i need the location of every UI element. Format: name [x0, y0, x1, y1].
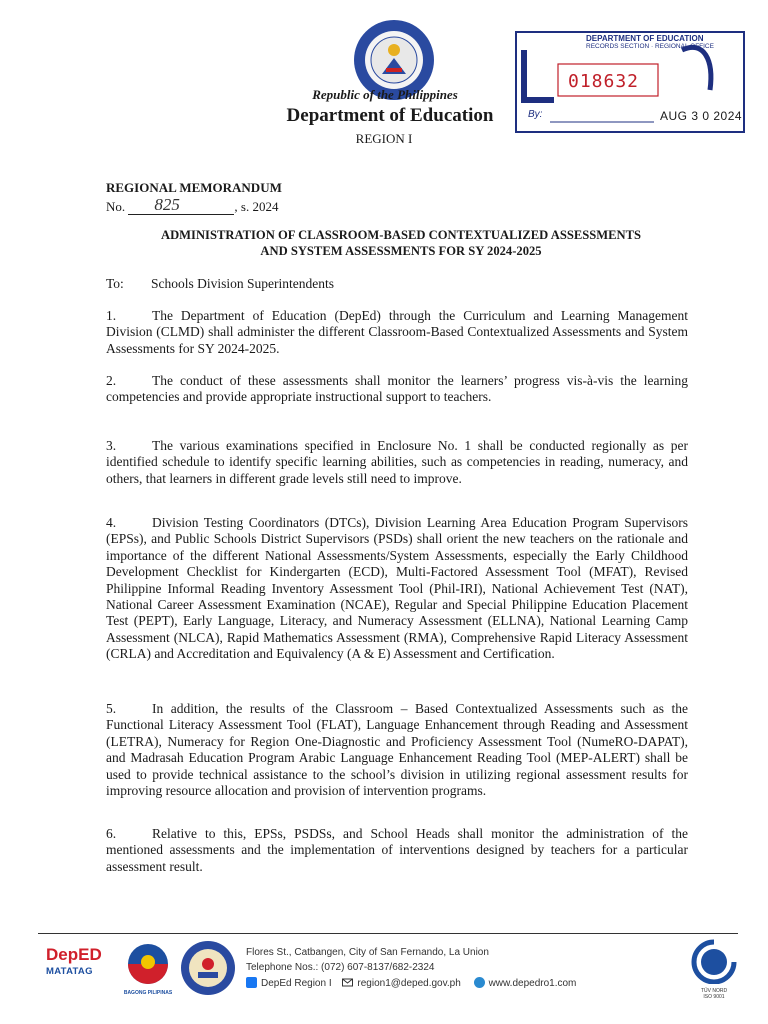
paragraph-1: [106, 308, 688, 357]
tuv-iso-icon: [686, 938, 742, 984]
stamp-number: 018632: [568, 71, 640, 92]
deped-logo-text: DepED: [46, 945, 102, 964]
paragraph-2: [106, 373, 688, 406]
paragraph-number: 4.: [106, 515, 117, 530]
footer-contacts: [246, 977, 576, 989]
paragraph-text: Relative to this, EPSs, PSDSs, and School Heads shall monitor the administration of the mentioned assessments and the implementation of interventions designed by teachers for a particular assessment result.: [106, 826, 688, 874]
memo-title: REGIONAL MEMORANDUM: [106, 180, 282, 195]
paragraph-5: [106, 701, 688, 799]
region-heading: REGION I: [355, 131, 413, 146]
deped-matatag-logo: [46, 944, 110, 992]
paragraph-number: 2.: [106, 373, 117, 388]
memo-subject: [96, 227, 706, 259]
paragraph-6: [106, 826, 688, 875]
paragraph-text: Division Testing Coordinators (DTCs), Division Learning Area Education Program Supervisors (EPSs), and Public Schools District Supervisors (PSDs) shall orient the new teachers on the rationale and importance of the different National Assessments/System Assessments, especially the Early Childhood Development Checklist for Kindergarten (ECD), Multi-Factored Assessment Tool (MFAT), Revised Philippine Informal Reading Inventory Assessment Tool (Phil-IRI), National Achievement Test (NAT), National Career Assessment Examination (NCAE), Regular and Special Philippine Education Placement Test (PEPT), Early Language, Literacy, and Numeracy Assessment (ELLNA), National Learning Camp Assessment (NLCA), Rapid Mathematics Assessment (RMA), Comprehensive Rapid Literacy Assessment (CRLA) and Accreditation and Equivalency (A & E) Assessment and Certification.: [106, 515, 688, 662]
footer-divider: [38, 933, 738, 934]
bagong-pilipinas-logo: [120, 942, 176, 1004]
bagong-text: BAGONG PILIPINAS: [123, 990, 173, 996]
iso-certification-badge: [686, 938, 742, 1000]
region-seal-icon: [180, 940, 236, 996]
paragraph-text: The conduct of these assessments shall monitor the learners’ progress vis-à-vis the learning competencies and provide appropriate instructional support to teachers.: [106, 373, 688, 405]
paragraph-4: [106, 515, 688, 663]
memo-no-handwritten: 825: [154, 195, 180, 214]
stamp-line-1: DEPARTMENT OF EDUCATION: [586, 34, 704, 43]
footer-address: Flores St., Catbangen, City of San Fernando, La Union: [246, 947, 489, 958]
iso-text: ISO 9001: [703, 994, 725, 1000]
paragraph-number: 1.: [106, 308, 117, 323]
paragraph-text: In addition, the results of the Classroom – Based Contextualized Assessments such as the Functional Literacy Assessment Tool (FLAT), Language Enhancement through Reading and Assessment (LETRA), Numeracy for Region One-Diagnostic and Proficiency Assessment Tool (NumeRO-DAPAT), and Madrasah Education Program Arabic Language Enhancement Reading Tool (MEP-ALERT) shall be used to provide technical assistance to the school’s division in utilizing regional assessment results for improving resource allocation and provision of intervention programs.: [106, 701, 688, 799]
paragraph-text: The various examinations specified in Enclosure No. 1 shall be conducted regionally as per identified schedule to identify specific learning abilities, such as competencies in reading, numeracy, and others, that learners in different grade levels still need to improve.: [106, 438, 688, 486]
paragraph-number: 6.: [106, 826, 117, 841]
memo-no-label: No.: [106, 199, 126, 214]
paragraph-number: 5.: [106, 701, 117, 716]
paragraph-number: 3.: [106, 438, 117, 453]
memo-no-blank: [128, 195, 234, 215]
republic-heading: Republic of the Philippines: [312, 87, 458, 102]
globe-icon: [474, 977, 485, 988]
facebook-icon: [246, 977, 257, 988]
tuv-text: TÜV NORD: [700, 988, 728, 994]
stamp-by: By:: [528, 109, 543, 120]
paragraph-3: [106, 438, 688, 487]
to-label: To:: [106, 276, 124, 291]
paragraph-text: The Department of Education (DepEd) through the Curriculum and Learning Management Division (CLMD) shall administer the different Classroom-Based Contextualized Assessments and System Assessments for SY 2024-2025.: [106, 308, 688, 356]
email-icon: [342, 977, 353, 988]
subject-line-1: ADMINISTRATION OF CLASSROOM-BASED CONTEXTUALIZED ASSESSMENTS: [160, 228, 642, 242]
receiving-stamp: [514, 30, 746, 134]
footer-telephone: Telephone Nos.: (072) 607-8137/682-2324: [246, 962, 435, 973]
subject-line-2: AND SYSTEM ASSESSMENTS FOR SY 2024-2025: [260, 244, 542, 258]
to-value: Schools Division Superintendents: [151, 276, 334, 291]
bagong-pilipinas-icon: [120, 942, 176, 986]
stamp-date: AUG 3 0 2024: [660, 109, 743, 123]
memo-series: , s. 2024: [234, 199, 279, 214]
footer-email[interactable]: region1@deped.gov.ph: [357, 978, 461, 989]
footer-facebook[interactable]: DepEd Region I: [261, 978, 332, 989]
memo-number: [106, 195, 279, 215]
matatag-text: MATATAG: [46, 966, 93, 977]
stamp-line-2: RECORDS SECTION · REGIONAL OFFICE: [586, 43, 714, 50]
footer-website[interactable]: www.depedro1.com: [488, 978, 577, 989]
department-heading: Department of Education: [286, 105, 494, 126]
addressee: [106, 276, 334, 292]
